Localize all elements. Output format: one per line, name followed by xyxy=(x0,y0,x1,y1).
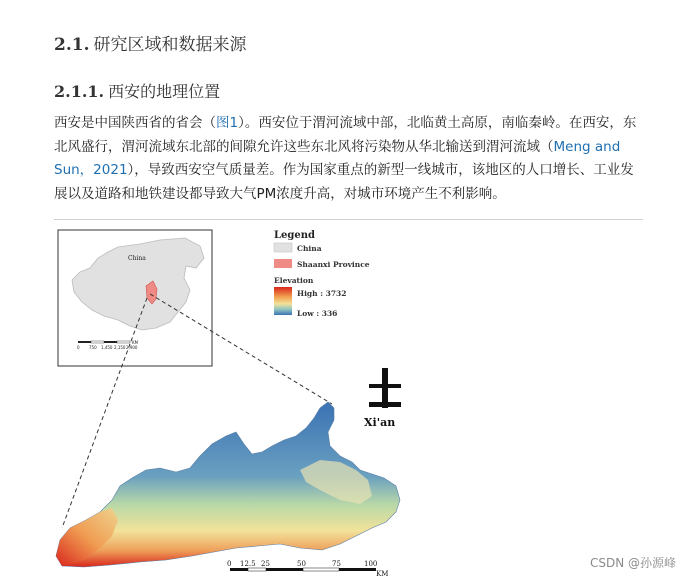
svg-text:2,900: 2,900 xyxy=(126,345,138,350)
svg-text:KM: KM xyxy=(376,570,389,578)
citation-link[interactable]: Meng and Sun，2021 xyxy=(54,138,621,178)
legend-province: Shaanxi Province xyxy=(297,260,370,269)
figure-link[interactable]: 图1 xyxy=(216,115,239,131)
subsection-heading xyxy=(54,79,220,102)
svg-text:50: 50 xyxy=(297,560,306,568)
svg-text:0: 0 xyxy=(77,345,80,350)
legend-china: China xyxy=(297,244,322,253)
study-area-figure xyxy=(0,222,690,583)
scale-bar xyxy=(227,560,388,578)
legend xyxy=(274,230,370,318)
svg-text:0: 0 xyxy=(227,560,232,568)
svg-text:1,450: 1,450 xyxy=(101,345,113,350)
svg-text:KM: KM xyxy=(132,340,139,345)
legend-low: Low : 336 xyxy=(297,309,338,318)
paragraph-text-1: 西安是中国陕西省的省会（ xyxy=(54,115,216,131)
north-arrow-icon xyxy=(369,368,401,408)
svg-text:2,150: 2,150 xyxy=(114,345,126,350)
svg-text:750: 750 xyxy=(89,345,97,350)
svg-text:100: 100 xyxy=(364,560,378,568)
watermark: CSDN @孙源峰 xyxy=(589,556,676,570)
xian-label: Xi'an xyxy=(364,416,396,429)
subsection-title: 西安的地理位置 xyxy=(108,82,221,101)
legend-elevation: Elevation xyxy=(274,276,314,285)
subsection-number: 2.1.1. xyxy=(54,82,105,101)
divider xyxy=(54,219,643,220)
svg-text:12.5: 12.5 xyxy=(240,560,256,568)
legend-title: Legend xyxy=(274,230,316,241)
inset-china-label: China xyxy=(128,255,146,262)
section-title: 研究区域和数据来源 xyxy=(93,35,247,55)
section-number: 2.1. xyxy=(54,35,90,55)
body-paragraph xyxy=(54,112,644,206)
svg-text:25: 25 xyxy=(261,560,270,568)
paragraph-text-2: ）。西安位于渭河流域中部，北临黄土高原，南临秦岭。在西安，东北风盛行，渭河流域东北部的间隙允许这些东北风将污染物从华北输送到渭河流域（ xyxy=(54,115,637,155)
svg-text:75: 75 xyxy=(332,560,341,568)
section-heading xyxy=(54,30,247,55)
legend-high: High : 3732 xyxy=(297,289,347,298)
paragraph-text-3: ），导致西安空气质量差。作为国家重点的新型一线城市，该地区的人口增长、工业发展以及道路和地铁建设都导致大气PM浓度升高，对城市环境产生不利影响。 xyxy=(54,162,634,202)
